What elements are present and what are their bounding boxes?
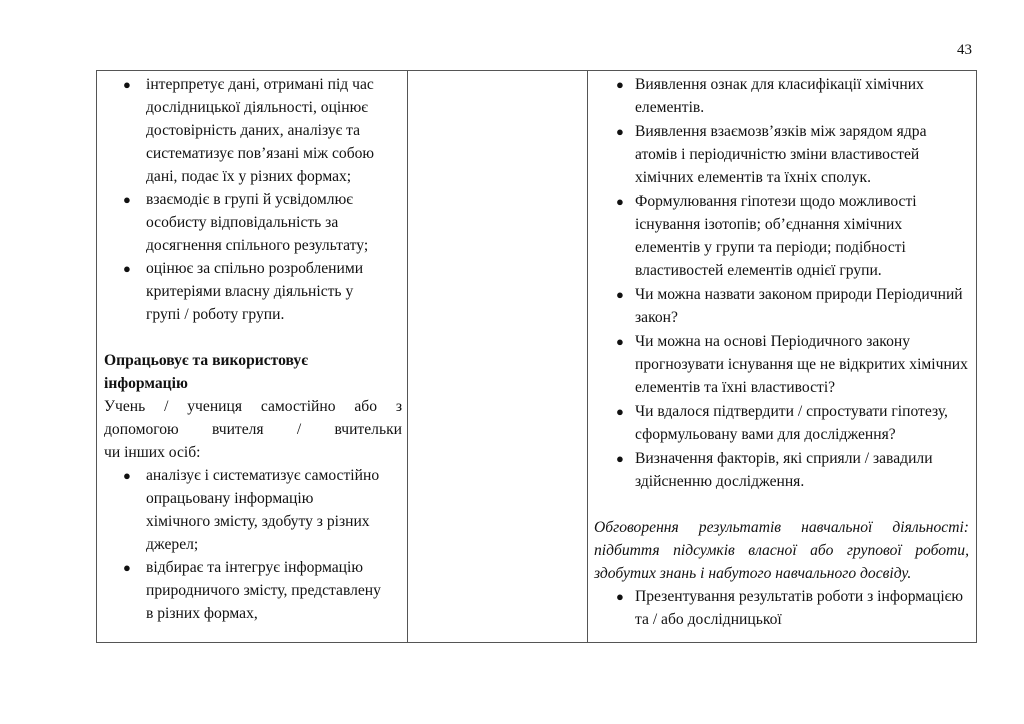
bullet-icon: ● (123, 560, 131, 575)
page-number: 43 (957, 42, 972, 58)
list-item: ● Чи можна на основі Періодичного закону прогнозувати існування ще не відкритих хімічних елементів та їхні властивості? (594, 330, 969, 399)
list-item: ● інтерпретує дані, отримані під час дослідницької діяльності, оцінює достовірність даних, аналізує та систематизує пов’язані між собою дані, подає їх у різних формах; (104, 73, 381, 188)
list-item: ● Виявлення ознак для класифікації хімічних елементів. (594, 73, 969, 119)
column-learning-outcomes (97, 71, 408, 643)
bullet-icon: ● (616, 77, 624, 92)
list-item: ● Виявлення взаємозв’язків між зарядом ядра атомів і періодичністю зміни властивостей хімічних елементів та їхніх сполук. (594, 120, 969, 189)
presentation-list (594, 585, 969, 631)
discussion-text: Обговорення результатів навчальної діяльності: підбиття підсумків власної або групової роботи, здобутих знань і набутого навчального досвіду. (594, 519, 969, 582)
list-item: ● аналізує і систематизує самостійно опрацьовану інформацію хімічного змісту, здобуту з різних джерел; (104, 464, 381, 556)
bullet-icon: ● (616, 194, 624, 209)
bullet-icon: ● (616, 589, 624, 604)
list-item: ● оцінює за спільно розробленими критеріями власну діяльність у групі / роботу групи. (104, 257, 381, 326)
list-item: ● Формулювання гіпотези щодо можливості існування ізотопів; об’єднання хімічних елементів у групи та періоди; подібності властивостей елементів однієї групи. (594, 190, 969, 282)
column-empty (408, 71, 588, 643)
bullet-icon: ● (616, 334, 624, 349)
bullet-icon: ● (616, 451, 624, 466)
column-activities (588, 71, 977, 643)
bullet-icon: ● (123, 468, 131, 483)
curriculum-table (96, 70, 977, 643)
activities-list (594, 73, 969, 493)
outcomes-list-bottom (104, 464, 403, 625)
list-item: ● взаємодіє в групі й усвідомлює особисту відповідальність за досягнення спільного результату; (104, 188, 381, 257)
list-item: ● Чи можна назвати законом природи Періодичний закон? (594, 283, 969, 329)
table-row (97, 71, 977, 643)
list-item: ● Презентування результатів роботи з інформацією та / або дослідницької (594, 585, 969, 631)
intro-text: Учень / учениця самостійно або з допомогою вчителя / вчительки (104, 398, 402, 438)
intro-text-end: чи інших осіб: (104, 444, 201, 461)
section-heading: Опрацьовує та використовує інформацію (104, 352, 308, 392)
list-item: ● відбирає та інтегрує інформацію природничого змісту, представлену в різних формах, (104, 556, 381, 625)
list-item: ● Визначення факторів, які сприяли / завадили здійсненню дослідження. (594, 447, 969, 493)
bullet-icon: ● (616, 404, 624, 419)
bullet-icon: ● (616, 124, 624, 139)
bullet-icon: ● (616, 287, 624, 302)
outcomes-list-top (104, 73, 403, 326)
list-item: ● Чи вдалося підтвердити / спростувати гіпотезу, сформульовану вами для дослідження? (594, 400, 969, 446)
bullet-icon: ● (123, 77, 131, 92)
bullet-icon: ● (123, 192, 131, 207)
bullet-icon: ● (123, 261, 131, 276)
